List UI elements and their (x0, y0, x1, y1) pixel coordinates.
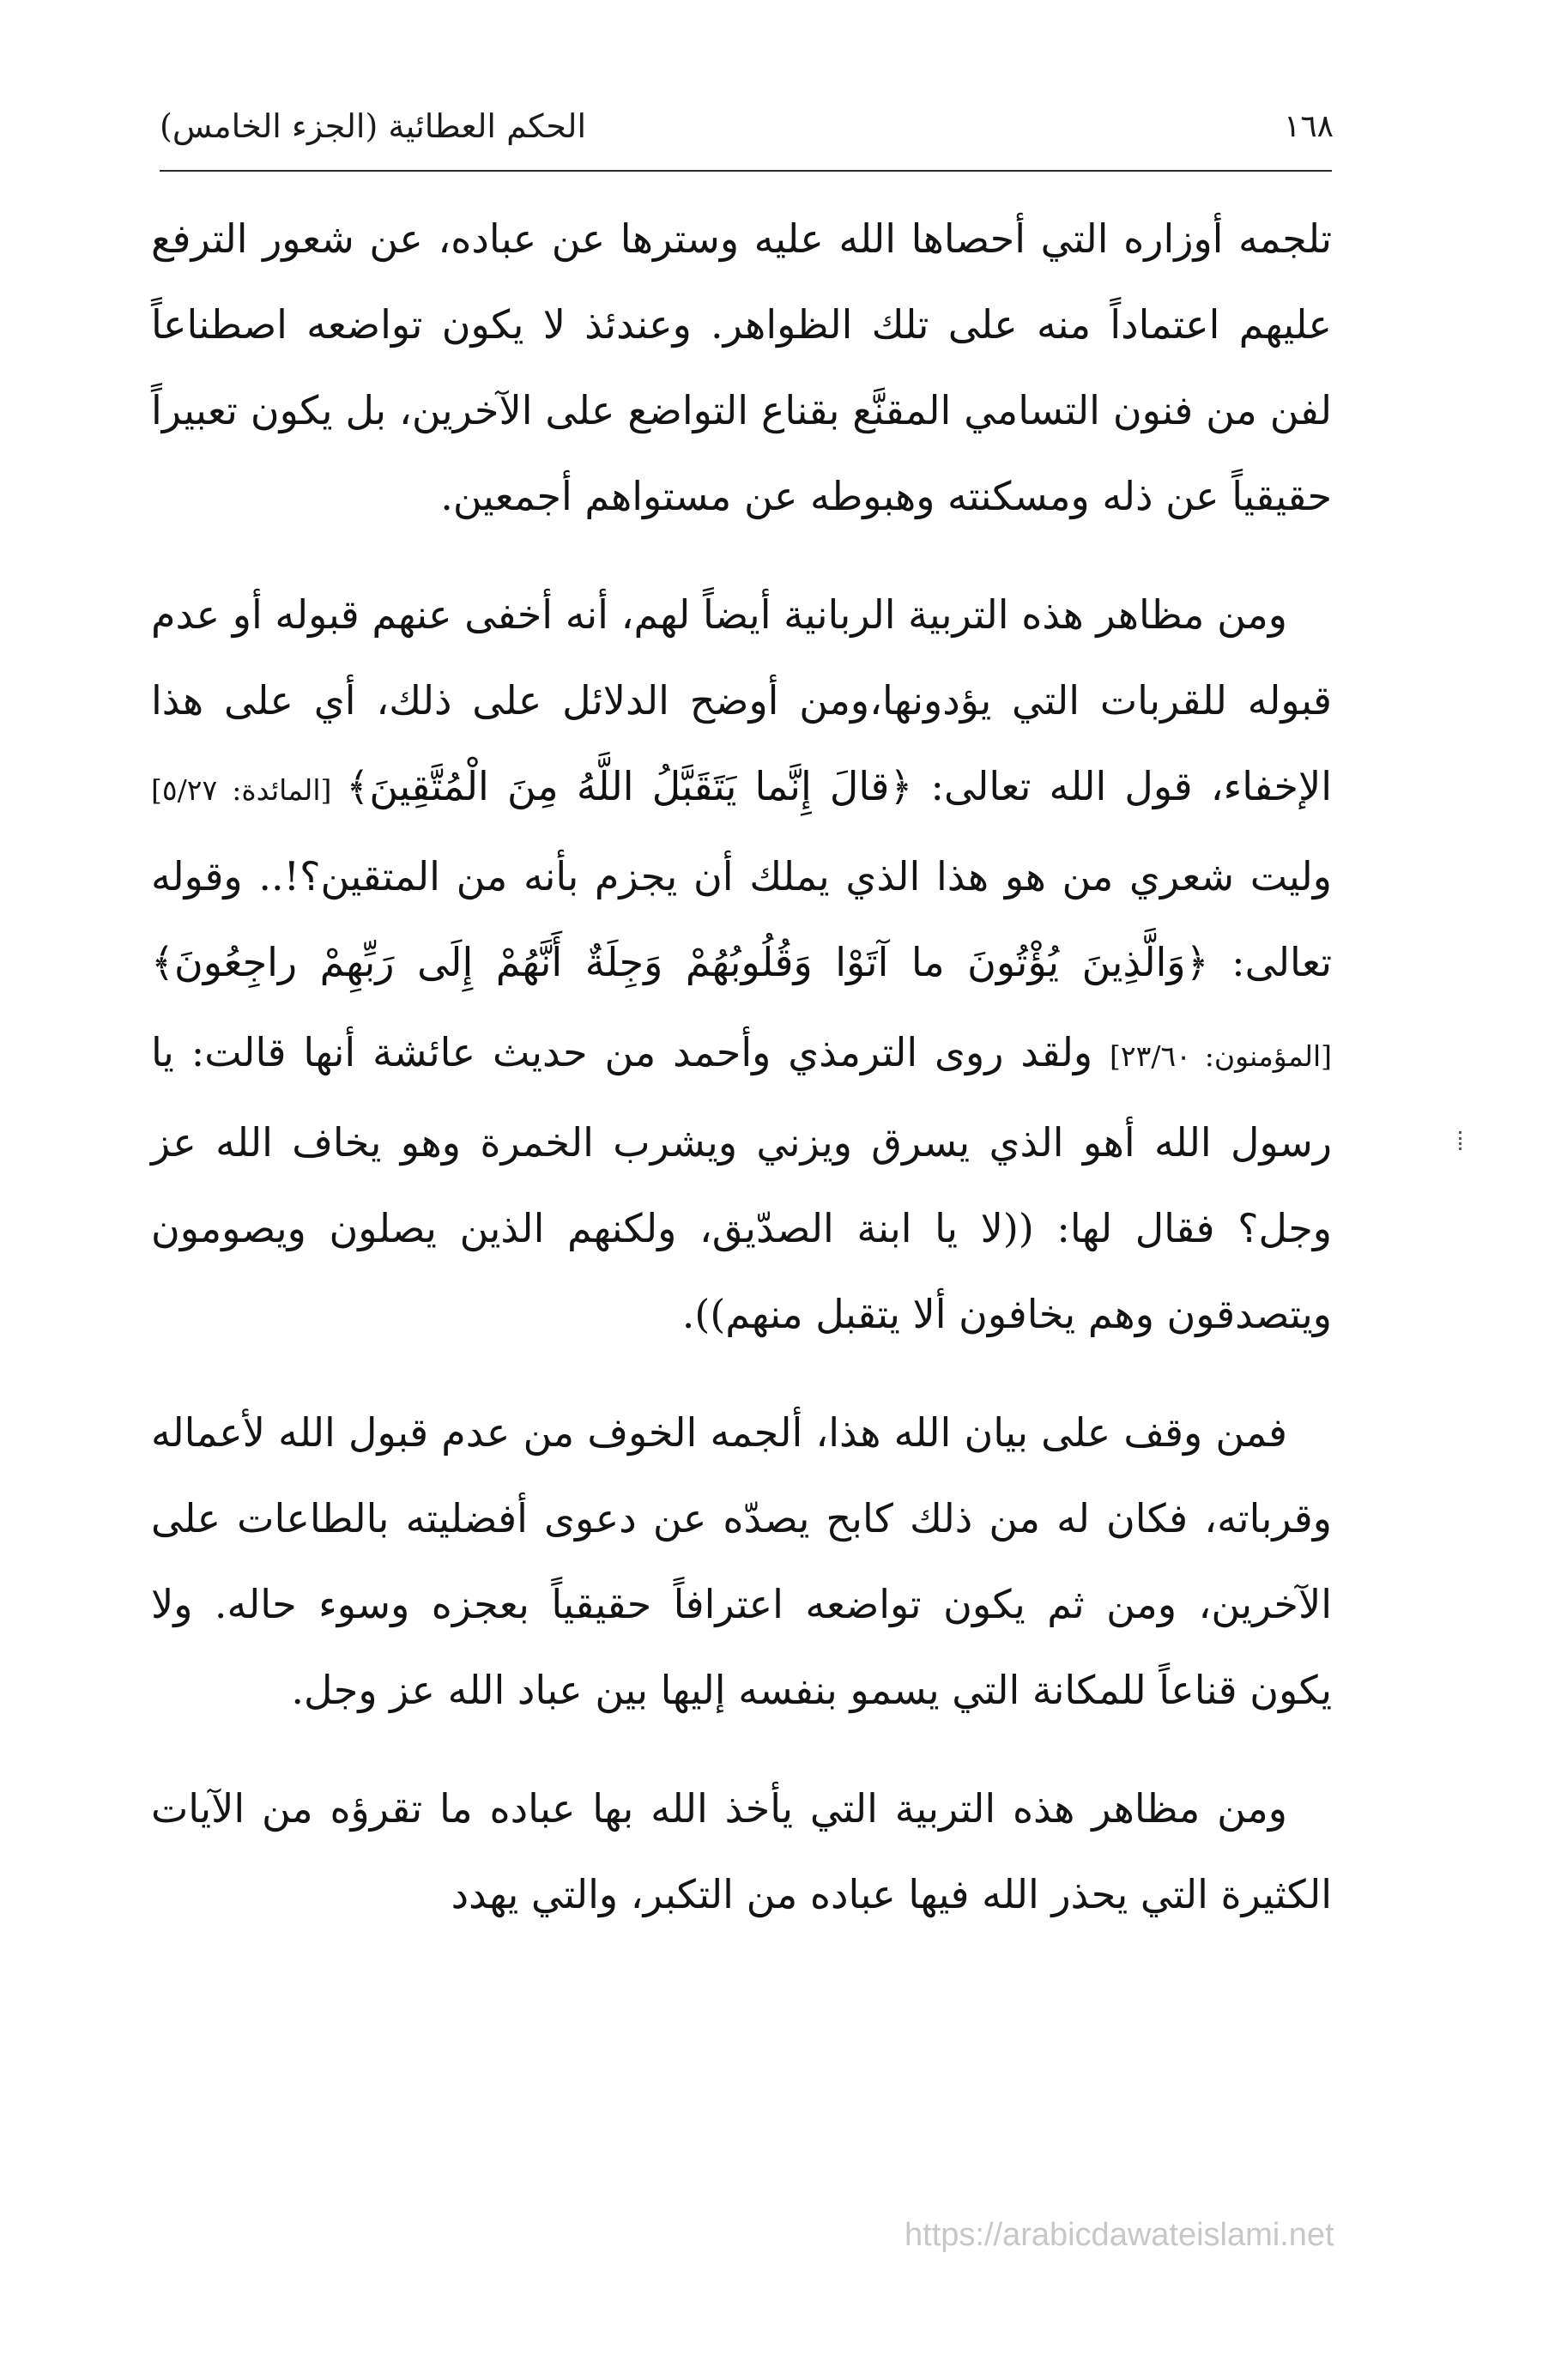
verse-reference: [المؤمنون: ٢٣/٦٠] (1110, 1039, 1333, 1073)
paragraph (151, 1765, 1332, 1937)
margin-dots (1459, 1131, 1466, 1150)
running-header-title: الحكم العطائية (الجزء الخامس) (160, 107, 587, 145)
page-number: ١٦٨ (1283, 109, 1334, 144)
paragraph-text: ومن مظاهر هذه التربية الربانية أيضاً لهم، أنه أخفى عنهم قبوله أو عدم قبوله للقربات التي يؤدونها،ومن أوضح الدلائل على ذلك، أي على هذا الإخفاء، قول الله تعالى: (151, 591, 1332, 809)
verse-reference: [المائدة: ٥/٢٧] (151, 773, 347, 807)
watermark-url[interactable]: https://arabicdawateislami.net (905, 2217, 1334, 2253)
paragraph (151, 1390, 1332, 1733)
paragraph (151, 572, 1332, 1357)
paragraph-text: تلجمه أوزاره التي أحصاها الله عليه وسترها عن عباده، عن شعور الترفع عليهم اعتماداً منه على تلك الظواهر. وعندئذ لا يكون تواضعه اصطناعاً لفن من فنون التسامي المقنَّع بقناع التواضع على الآخرين، بل يكون تعبيراً حقيقياً عن ذله ومسكنته وهبوطه عن مستواهم أجمعين. (151, 215, 1332, 519)
paragraph-text: ومن مظاهر هذه التربية التي يأخذ الله بها عباده ما تقرؤه من الآيات الكثيرة التي يحذر الله فيها عباده من التكبر، والتي يهدد (151, 1785, 1332, 1917)
paragraph (151, 196, 1332, 539)
header-rule (160, 170, 1332, 172)
quran-verse: ﴿وَالَّذِينَ يُؤْتُونَ ما آتَوْا وَقُلُوبُهُمْ وَجِلَةٌ أَنَّهُمْ إِلَى رَبِّهِمْ راجِعُونَ﴾ (151, 939, 1209, 985)
paragraph-text: فمن وقف على بيان الله هذا، ألجمه الخوف من عدم قبول الله لأعماله وقرباته، فكان له من ذلك كابح يصدّه عن دعوى أفضليته بالطاعات على الآخرين، ومن ثم يكون تواضعه اعترافاً حقيقياً بعجزه وسوء حاله. ولا يكون قناعاً للمكانة التي يسمو بنفسه إليها بين عباد الله عز وجل. (151, 1409, 1332, 1713)
page-body (151, 196, 1332, 1970)
paragraph-text: ولقد روى الترمذي وأحمد من حديث عائشة أنها قالت: يا رسول الله أهو الذي يسرق ويزني ويشرب الخمرة وهو يخاف الله عز وجل؟ فقال لها: ((لا يا ابنة الصدّيق، ولكنهم الذين يصلون ويصومون ويتصدقون وهم يخافون ألا يتقبل منهم)). (151, 1029, 1332, 1337)
quran-verse: ﴿قالَ إِنَّما يَتَقَبَّلُ اللَّهُ مِنَ الْمُتَّقِينَ﴾ (346, 763, 913, 809)
paragraph-text: وليت شعري من هو هذا الذي يملك أن يجزم بأنه من المتقين؟!.. وقوله تعالى: (151, 853, 1332, 985)
